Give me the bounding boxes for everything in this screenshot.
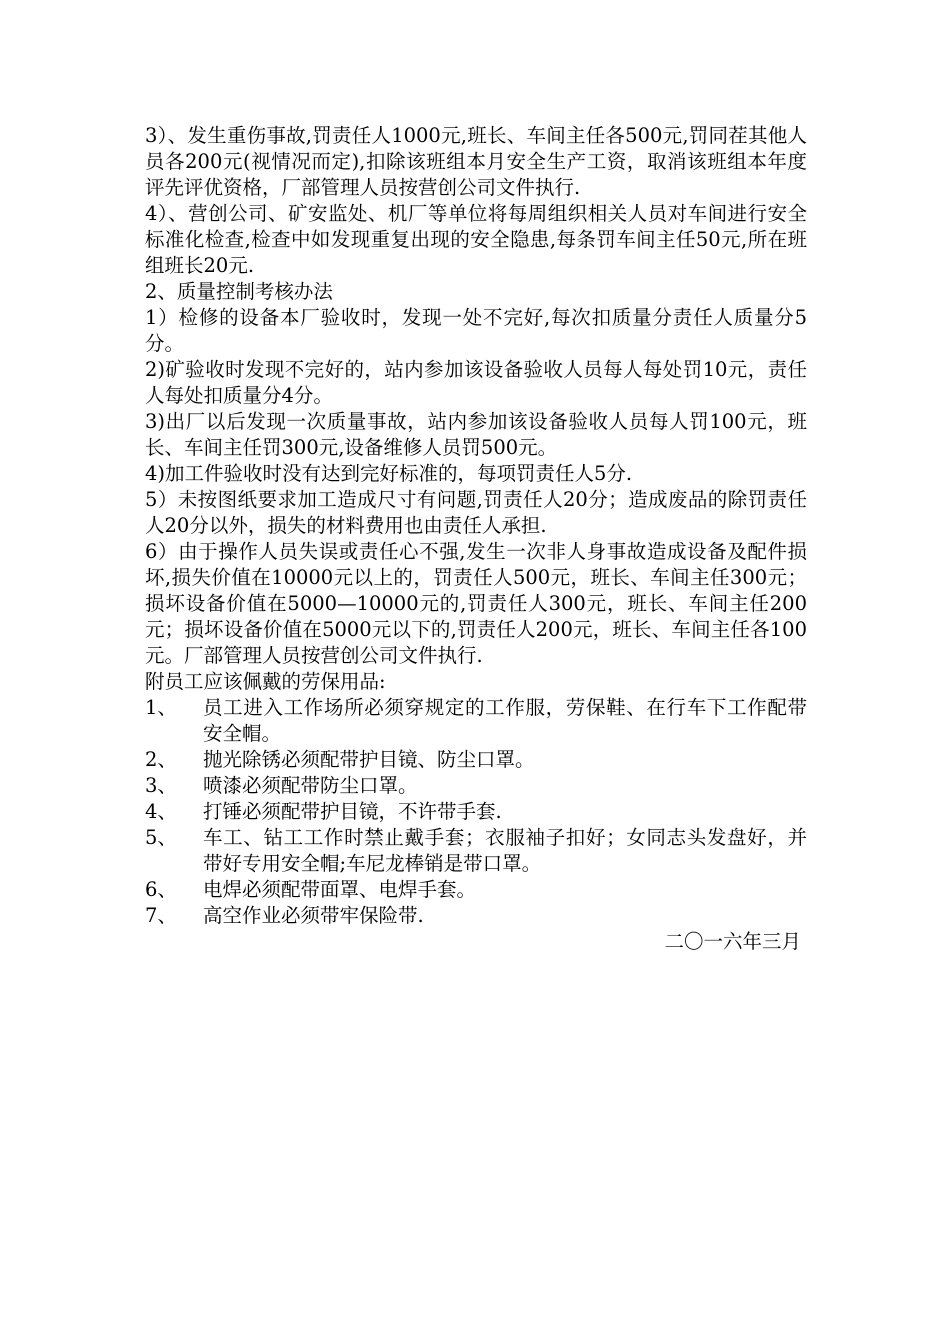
paragraph-safety-inspection: 4）、营创公司、矿安监处、机厂等单位将每周组织相关人员对车间进行安全标准化检查,检查中如发现重复出现的安全隐患,每条罚车间主任50元,所在班组班长20元. [145, 202, 807, 277]
list-item-number: 7、 [145, 904, 177, 927]
list-item-text: 车工、钻工工作时禁止戴手套；衣服袖子扣好；女同志头发盘好，并带好专用安全帽;车尼龙棒销是带口罩。 [203, 826, 807, 875]
paragraph-quality-rule-5: 5）未按图纸要求加工造成尺寸有问题,罚责任人20分；造成废品的除罚责任人20分以外，损失的材料费用也由责任人承担. [145, 488, 807, 537]
list-item [145, 695, 807, 747]
list-item-number: 6、 [145, 878, 177, 901]
list-item-text: 抛光除锈必须配带护目镜、防尘口罩。 [203, 748, 535, 771]
list-item-number: 2、 [145, 748, 177, 771]
list-item-number: 3、 [145, 774, 177, 797]
list-item [145, 825, 807, 877]
list-item [145, 877, 807, 903]
list-item-text: 喷漆必须配带防尘口罩。 [203, 774, 418, 797]
list-item [145, 773, 807, 799]
paragraph-major-injury: 3）、发生重伤事故,罚责任人1000元,班长、车间主任各500元,罚同茬其他人员各200元(视情况而定),扣除该班组本月安全生产工资，取消该班组本年度评先评优资格，厂部管理人员按营创公司文件执行. [145, 124, 807, 199]
list-item-number: 5、 [145, 826, 177, 849]
paragraph-quality-rule-4: 4)加工件验收时没有达到完好标准的，每项罚责任人5分. [145, 462, 633, 485]
paragraph-quality-rule-1: 1）检修的设备本厂验收时，发现一处不完好,每次扣质量分责任人质量分5分。 [145, 306, 807, 355]
paragraph-quality-rule-6: 6）由于操作人员失误或责任心不强,发生一次非人身事故造成设备及配件损坏,损失价值在10000元以上的，罚责任人500元，班长、车间主任300元；损坏设备价值在5000—10000元的,罚责任人300元，班长、车间主任200元；损坏设备价值在5000元以下的,罚责任人200元，班长、车间主任各100元。厂部管理人员按营创公司文件执行. [145, 540, 807, 667]
document-date: 二〇一六年三月 [664, 930, 801, 953]
list-item [145, 799, 807, 825]
section-heading-quality-control: 2、质量控制考核办法 [145, 280, 333, 303]
list-item-number: 1、 [145, 696, 177, 719]
list-item-text: 电焊必须配带面罩、电焊手套。 [203, 878, 477, 901]
list-item-text: 高空作业必须带牢保险带. [203, 904, 424, 927]
ppe-list-heading: 附员工应该佩戴的劳保用品: [145, 670, 386, 693]
document-body [145, 123, 807, 955]
paragraph-quality-rule-3: 3)出厂以后发现一次质量事故，站内参加该设备验收人员每人罚100元，班长、车间主任罚300元,设备维修人员罚500元。 [145, 410, 807, 459]
list-item-text: 打锤必须配带护目镜，不许带手套. [203, 800, 502, 823]
list-item-number: 4、 [145, 800, 177, 823]
list-item [145, 747, 807, 773]
paragraph-quality-rule-2: 2)矿验收时发现不完好的，站内参加该设备验收人员每人每处罚10元，责任人每处扣质量分4分。 [145, 358, 807, 407]
list-item [145, 903, 807, 929]
ppe-list [145, 695, 807, 929]
list-item-text: 员工进入工作场所必须穿规定的工作服，劳保鞋、在行车下工作配带安全帽。 [203, 696, 807, 745]
